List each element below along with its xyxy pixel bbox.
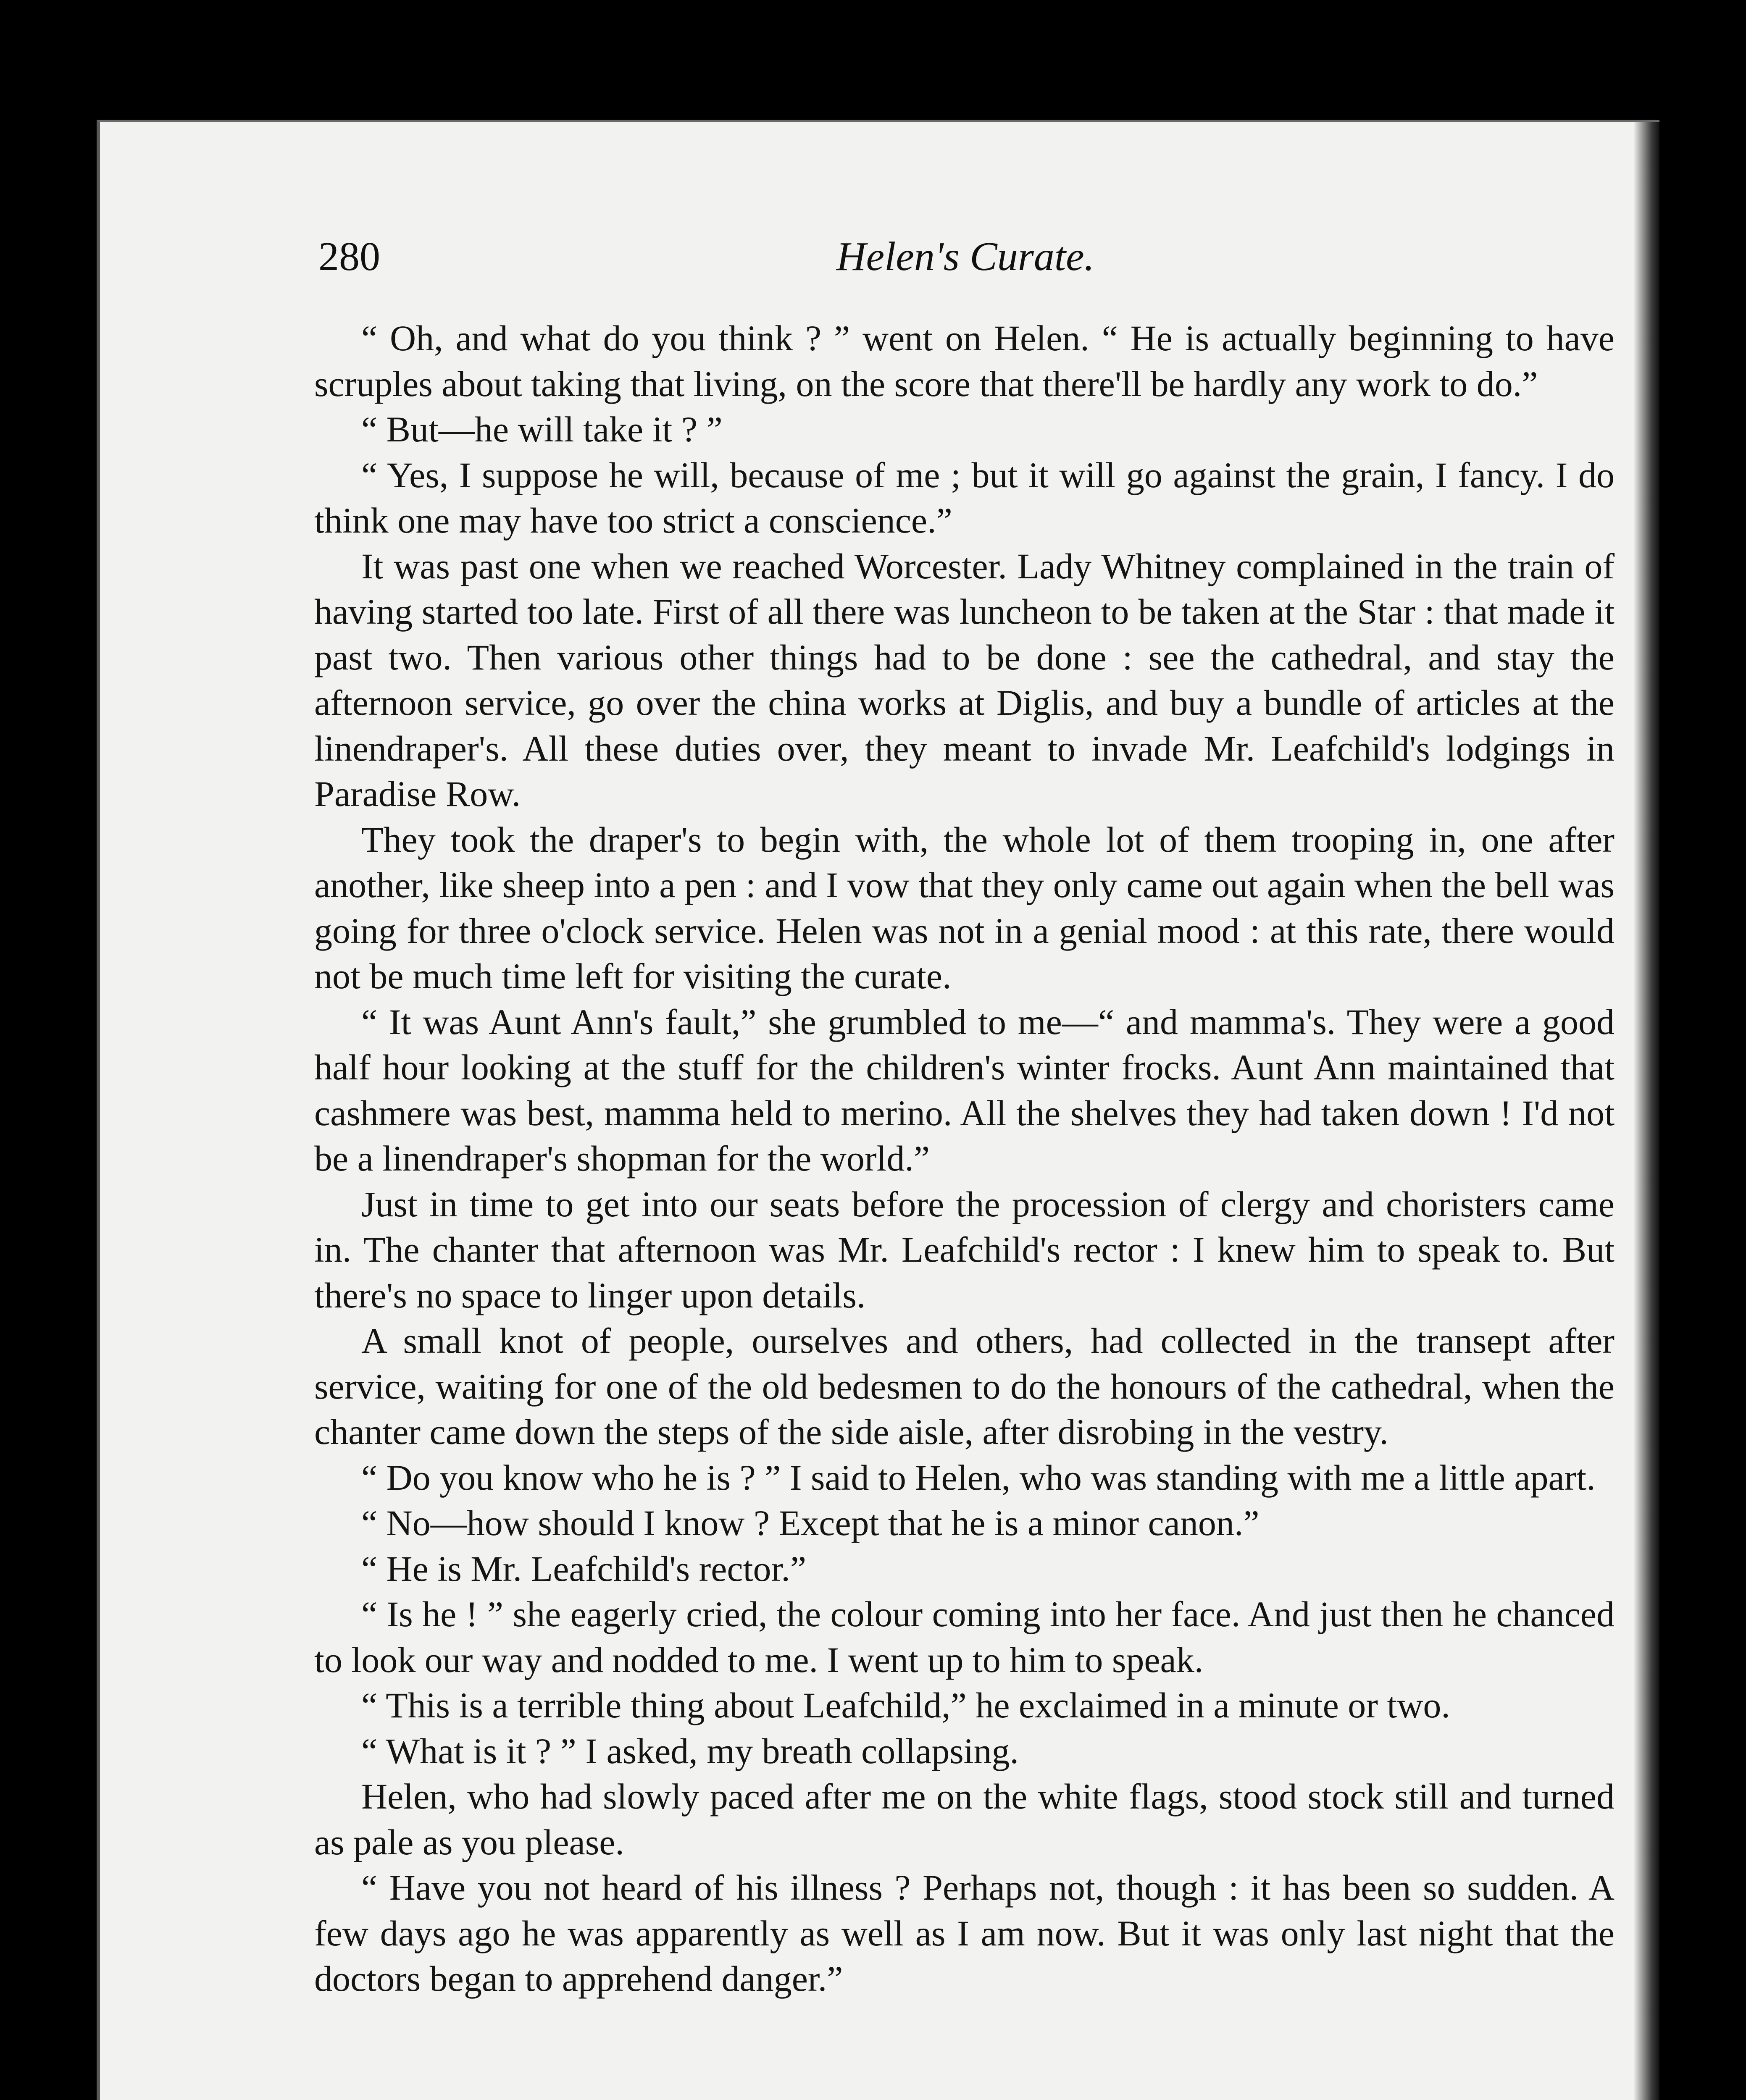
page-gutter-shadow <box>1634 122 1659 2100</box>
paragraph: “ Do you know who he is ? ” I said to Helen, who was standing with me a little apart. <box>361 1457 1596 1498</box>
page-header <box>318 227 1612 286</box>
paragraph: Just in time to get into our seats before the procession of clergy and choristers came in. The chanter that afternoon was Mr. Leafchild's rector : I knew him to speak to. But there's no space to linger upon details. <box>314 1184 1615 1315</box>
paragraph: “ Have you not heard of his illness ? Perhaps not, though : it has been so sudden. A few days ago he was apparently as well as I am now. But it was only last night that the doctors began to apprehend danger.” <box>314 1867 1615 1999</box>
paragraph: “ What is it ? ” I asked, my breath collapsing. <box>361 1730 1019 1771</box>
paragraph: “ No—how should I know ? Except that he is a minor canon.” <box>361 1503 1260 1543</box>
paragraph: “ Oh, and what do you think ? ” went on Helen. “ He is actually beginning to have scruples about taking that living, on the score that there'll be hardly any work to do.” <box>314 318 1615 404</box>
paragraph: “ This is a terrible thing about Leafchild,” he exclaimed in a minute or two. <box>361 1685 1450 1725</box>
paragraph: It was past one when we reached Worcester. Lady Whitney complained in the train of having started too late. First of all there was luncheon to be taken at the Star : that made it past two. Then various other things had to be done : see the cathedral, and stay the afternoon service, go over the china works at Diglis, and buy a bundle of articles at the linendraper's. All these duties over, they meant to invade Mr. Leafchild's lodgings in Paradise Row. <box>314 546 1615 814</box>
paragraph: “ Is he ! ” she eagerly cried, the colour coming into her face. And just then he chanced to look our way and nodded to me. I went up to him to speak. <box>314 1594 1615 1680</box>
running-title: Helen's Curate. <box>836 234 1095 279</box>
paragraph: Helen, who had slowly paced after me on the white flags, stood stock still and turned as pale as you please. <box>314 1776 1615 1862</box>
body-text <box>314 315 1615 2002</box>
page-number: 280 <box>318 234 380 279</box>
paragraph: “ It was Aunt Ann's fault,” she grumbled to me—“ and mamma's. They were a good half hour looking at the stuff for the children's winter frocks. Aunt Ann maintained that cashmere was best, mamma held to merino. All the shelves they had taken down ! I'd not be a linendraper's shopman for the world.” <box>314 1001 1615 1179</box>
paragraph: “ Yes, I suppose he will, because of me ; but it will go against the grain, I fancy. I do think one may have too strict a conscience.” <box>314 454 1615 541</box>
paragraph: “ He is Mr. Leafchild's rector.” <box>361 1548 807 1589</box>
paragraph: “ But—he will take it ? ” <box>361 409 723 449</box>
book-page <box>97 120 1659 2100</box>
paragraph: They took the draper's to begin with, the whole lot of them trooping in, one after another, like sheep into a pen : and I vow that they only came out again when the bell was going for three o'clock service. Helen was not in a genial mood : at this rate, there would not be much time left for visiting the curate. <box>314 819 1615 996</box>
paragraph: A small knot of people, ourselves and others, had collected in the transept after service, waiting for one of the old bedesmen to do the honours of the cathedral, when the chanter came down the steps of the side aisle, after disrobing in the vestry. <box>314 1320 1615 1452</box>
